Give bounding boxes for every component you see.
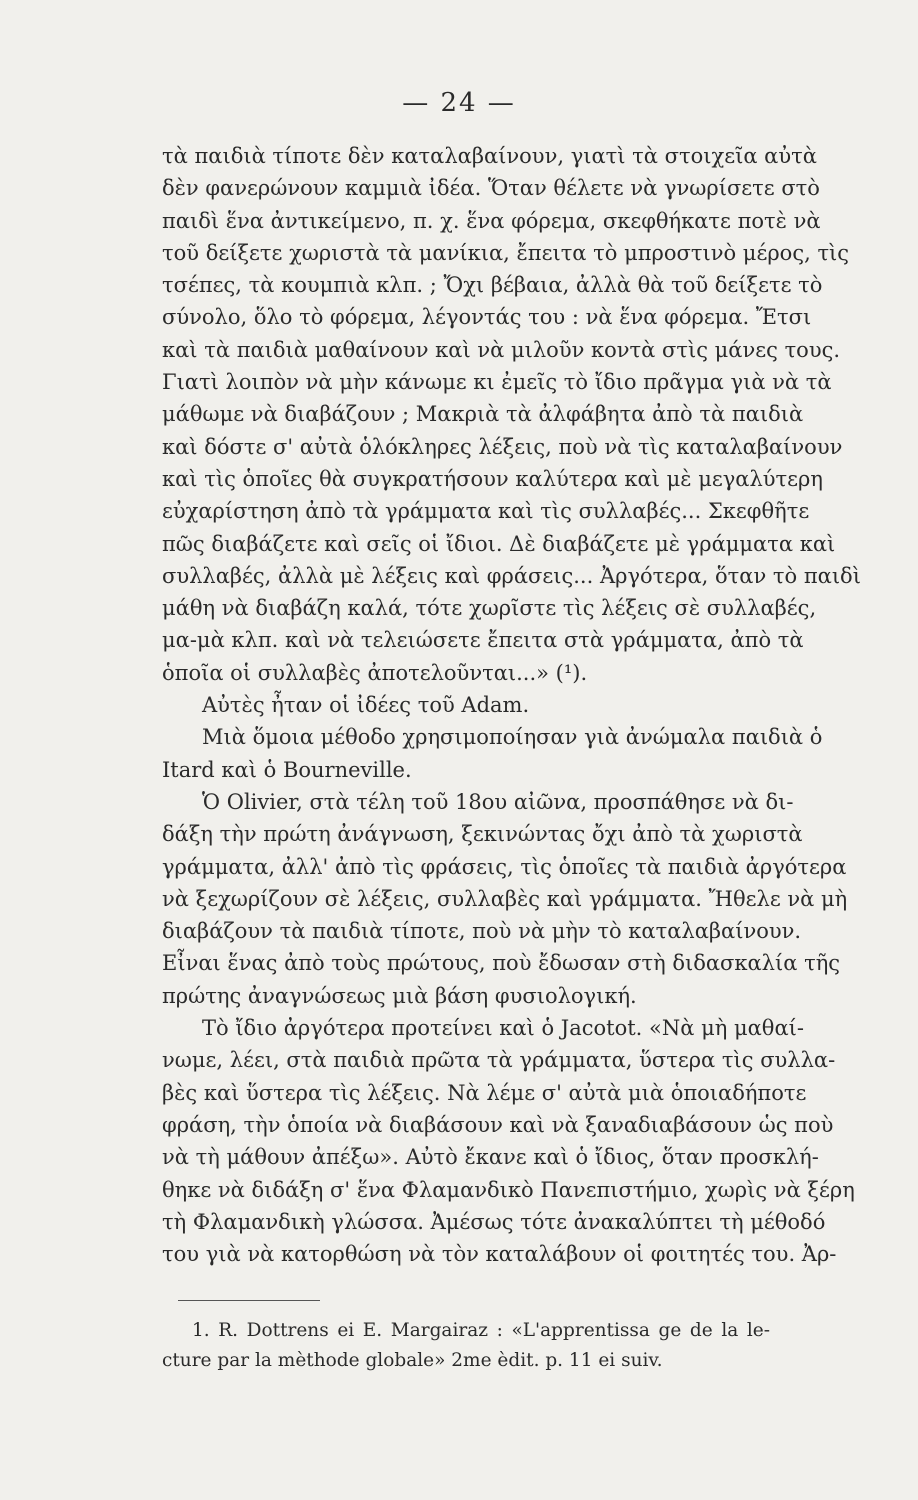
footnotes (162, 1316, 770, 1376)
body-text (162, 140, 861, 1270)
page-number: — 24 — (402, 88, 516, 118)
footnote-divider (178, 1300, 320, 1301)
text-line: δάξη τὴν πρώτη ἀνάγνωση, ξεκινώντας ὄχι ἀπὸ τὰ χωριστὰ (162, 822, 803, 847)
text-line: πῶς διαβάζετε καὶ σεῖς οἱ ἴδιοι. Δὲ διαβάζετε μὲ γράμματα καὶ (162, 531, 836, 556)
text-line: παιδὶ ἕνα ἀντικείμενο, π. χ. ἕνα φόρεμα, σκεφθήκατε ποτὲ νὰ (162, 208, 821, 233)
text-line: μα-μὰ κλπ. καὶ νὰ τελειώσετε ἔπειτα στὰ γράμματα, ἀπὸ τὰ (162, 628, 804, 653)
text-line: εὐχαρίστηση ἀπὸ τὰ γράμματα καὶ τὶς συλλαβές... Σκεφθῆτε (162, 499, 810, 524)
text-line: Αὐτὲς ἦταν οἱ ἰδέες τοῦ Adam. (202, 693, 530, 718)
text-line: νὰ ξεχωρίζουν σὲ λέξεις, συλλαβὲς καὶ γράμματα. Ἤθελε νὰ μὴ (162, 886, 848, 911)
text-line: τὴ Φλαμανδικὴ γλώσσα. Ἀμέσως τότε ἀνακαλύπτει τὴ μέθοδό (162, 1209, 826, 1234)
text-line: γράμματα, ἀλλ' ἀπὸ τὶς φράσεις, τὶς ὁποῖες τὰ παιδιὰ ἀργότερα (162, 854, 847, 879)
text-line: τοῦ δείξετε χωριστὰ τὰ μανίκια, ἔπειτα τὸ μπροστινὸ μέρος, τὶς (162, 240, 850, 265)
text-line: Γιατὶ λοιπὸν νὰ μὴν κάνωμε κι ἐμεῖς τὸ ἴδιο πρᾶγμα γιὰ νὰ τὰ (162, 370, 832, 395)
footnote-line: 1. R. Dottrens ei E. Margairaz : «L'apprentissa ge de la le- (192, 1320, 770, 1341)
text-line: βὲς καὶ ὕστερα τὶς λέξεις. Νὰ λέμε σ' αὐτὰ μιὰ ὁποιαδήποτε (162, 1080, 807, 1105)
text-line: καὶ τὰ παιδιὰ μαθαίνουν καὶ νὰ μιλοῦν κοντὰ στὶς μάνες τους. (162, 337, 841, 362)
text-line: του γιὰ νὰ κατορθώση νὰ τὸν καταλάβουν οἱ φοιτητές του. Ἀρ- (162, 1242, 837, 1267)
text-line: πρώτης ἀναγνώσεως μιὰ βάση φυσιολογική. (162, 983, 637, 1008)
text-line: Μιὰ ὅμοια μέθοδο χρησιμοποίησαν γιὰ ἀνώμαλα παιδιὰ ὁ (202, 725, 823, 750)
text-line: καὶ δόστε σ' αὐτὰ ὁλόκληρες λέξεις, ποὺ νὰ τὶς καταλαβαίνουν (162, 434, 843, 459)
text-line: μάθωμε νὰ διαβάζουν ; Μακριὰ τὰ ἀλφάβητα ἀπὸ τὰ παιδιὰ (162, 402, 804, 427)
text-line: ὁποῖα οἱ συλλαβὲς ἀποτελοῦνται...» (¹). (162, 660, 588, 685)
text-line: δὲν φανερώνουν καμμιὰ ἰδέα. Ὅταν θέλετε νὰ γνωρίσετε στὸ (162, 176, 820, 201)
text-line: τὰ παιδιὰ τίποτε δὲν καταλαβαίνουν, γιατὶ τὰ στοιχεῖα αὐτὰ (162, 144, 817, 168)
text-line: σύνολο, ὅλο τὸ φόρεμα, λέγοντάς του : νὰ ἕνα φόρεμα. Ἔτσι (162, 305, 812, 330)
text-line: διαβάζουν τὰ παιδιὰ τίποτε, ποὺ νὰ μὴν τὸ καταλαβαίνουν. (162, 919, 802, 944)
footnote-line: cture par la mèthode globale» 2me èdit. p. 11 ei suiv. (162, 1350, 663, 1371)
text-line: νωμε, λέει, στὰ παιδιὰ πρῶτα τὰ γράμματα, ὕστερα τὶς συλλα- (162, 1048, 836, 1073)
text-line: Εἶναι ἕνας ἀπὸ τοὺς πρώτους, ποὺ ἔδωσαν στὴ διδασκαλία τῆς (162, 951, 841, 976)
text-line: Τὸ ἴδιο ἀργότερα προτείνει καὶ ὁ Jacotot. «Νὰ μὴ μαθαί- (202, 1016, 804, 1041)
text-line: μάθη νὰ διαβάζη καλά, τότε χωρῖστε τὶς λέξεις σὲ συλλαβές, (162, 596, 817, 621)
text-line: Ὁ Olivier, στὰ τέλη τοῦ 18ου αἰῶνα, προσπάθησε νὰ δι- (202, 789, 794, 814)
text-line: συλλαβές, ἀλλὰ μὲ λέξεις καὶ φράσεις... Ἀργότερα, ὅταν τὸ παιδὶ (162, 563, 861, 588)
text-line: θηκε νὰ διδάξη σ' ἕνα Φλαμανδικὸ Πανεπιστήμιο, χωρὶς νὰ ξέρη (162, 1177, 855, 1202)
text-line: Itard καὶ ὁ Bourneville. (162, 757, 412, 782)
text-line: τσέπες, τὰ κουμπιὰ κλπ. ; Ὄχι βέβαια, ἀλλὰ θὰ τοῦ δείξετε τὸ (162, 273, 823, 298)
text-line: νὰ τὴ μάθουν ἀπέξω». Αὐτὸ ἔκανε καὶ ὁ ἴδιος, ὅταν προσκλή- (162, 1145, 819, 1170)
text-line: φράση, τὴν ὁποία νὰ διαβάσουν καὶ νὰ ξαναδιαβάσουν ὡς ποὺ (162, 1112, 834, 1137)
text-line: καὶ τὶς ὁποῖες θὰ συγκρατήσουν καλύτερα καὶ μὲ μεγαλύτερη (162, 466, 823, 491)
